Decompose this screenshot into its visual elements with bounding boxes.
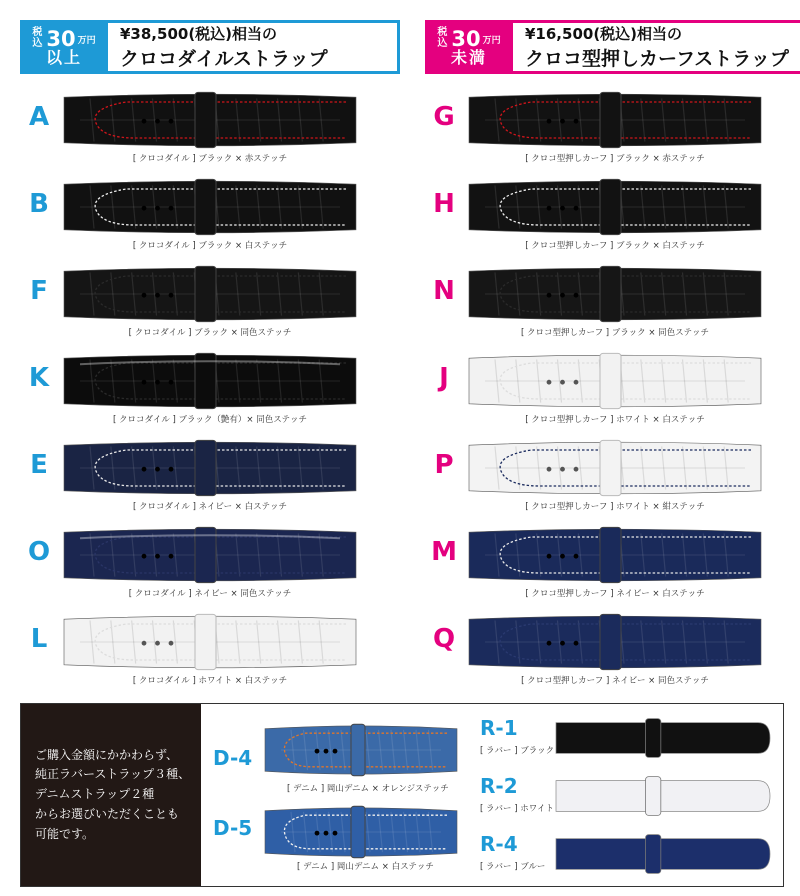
buckle-hole [333, 749, 338, 754]
buckle-hole [560, 380, 565, 385]
badge-number: 30 [451, 26, 481, 51]
buckle-hole [155, 206, 160, 211]
strap-caption: [ クロコダイル ] ブラック × 同色ステッチ [128, 328, 292, 338]
rubber-body [556, 839, 770, 870]
strap-caption: [ クロコ型押しカーフ ] ネイビー × 同色ステッチ [521, 676, 709, 686]
keeper-loop [600, 266, 621, 321]
strap-code: R-1 [480, 716, 518, 740]
strap-image [465, 612, 765, 672]
strap-image [261, 722, 461, 778]
strap-item-e [20, 432, 400, 519]
price-badge-under [425, 20, 513, 74]
info-message-panel [21, 704, 201, 886]
message-line: 純正ラバーストラップ３種、 [35, 767, 191, 782]
strap-image [465, 525, 765, 585]
strap-code: M [431, 537, 457, 567]
keeper-loop [646, 777, 661, 816]
keeper-loop [600, 92, 621, 147]
badge-condition: 未満 [450, 47, 487, 67]
left-strap-list [20, 84, 400, 693]
strap-caption: [ クロコダイル ] ホワイト × 白ステッチ [132, 676, 288, 686]
keeper-loop [600, 179, 621, 234]
strap-item-b [20, 171, 400, 258]
buckle-hole [315, 749, 320, 754]
buckle-hole [142, 206, 147, 211]
strap-code: O [27, 537, 51, 567]
buckle-hole [574, 206, 579, 211]
strap-code: L [30, 624, 48, 654]
strap-image [60, 525, 360, 585]
tax-label: 税込 [437, 27, 448, 49]
denim-strap-d4 [213, 718, 473, 798]
strap-image [465, 90, 765, 150]
buckle-hole [155, 293, 160, 298]
strap-image [60, 438, 360, 498]
strap-item-p [425, 432, 800, 519]
buckle-hole [547, 641, 552, 646]
price-line: ¥16,500(税込)相当の [525, 25, 683, 43]
strap-caption: [ クロコ型押しカーフ ] ホワイト × 白ステッチ [525, 415, 705, 425]
right-strap-list [425, 84, 800, 693]
strap-code: F [30, 276, 48, 306]
badge-unit: 万円 [77, 36, 96, 47]
badge-unit: 万円 [482, 36, 501, 47]
buckle-hole [547, 380, 552, 385]
strap-code: R-4 [480, 832, 518, 856]
strap-caption: [ ラバー ] ブラック [480, 746, 555, 756]
strap-caption: [ クロコ型押しカーフ ] ブラック × 赤ステッチ [525, 154, 705, 164]
strap-code: P [434, 450, 454, 480]
strap-item-a [20, 84, 400, 171]
strap-code: A [28, 102, 50, 132]
strap-code: D-4 [213, 746, 253, 770]
product-line: クロコダイルストラップ [120, 48, 328, 70]
buckle-hole [333, 831, 338, 836]
strap-caption: [ ラバー ] ホワイト [480, 804, 554, 814]
buckle-hole [574, 293, 579, 298]
buckle-hole [560, 554, 565, 559]
left-header-title [108, 20, 400, 74]
buckle-hole [574, 641, 579, 646]
buckle-hole [574, 467, 579, 472]
price-badge-over [20, 20, 108, 74]
strap-caption: [ クロコ型押しカーフ ] ブラック × 白ステッチ [525, 241, 705, 251]
strap-code: E [30, 450, 48, 480]
right-header [425, 20, 800, 74]
right-column [425, 0, 800, 693]
product-line: クロコ型押しカーフストラップ [525, 48, 789, 70]
buckle-hole [560, 206, 565, 211]
buckle-hole [169, 554, 174, 559]
strap-caption: [ クロコ型押しカーフ ] ブラック × 同色ステッチ [520, 328, 709, 338]
rubber-body [556, 781, 770, 812]
buckle-hole [142, 467, 147, 472]
buckle-hole [155, 641, 160, 646]
buckle-hole [155, 467, 160, 472]
strap-item-f [20, 258, 400, 345]
buckle-hole [324, 749, 329, 754]
buckle-hole [142, 641, 147, 646]
keeper-loop [351, 724, 365, 776]
buckle-hole [574, 380, 579, 385]
buckle-hole [324, 831, 329, 836]
keeper-loop [195, 92, 216, 147]
keeper-loop [600, 527, 621, 582]
strap-code: D-5 [213, 816, 253, 840]
buckle-hole [574, 554, 579, 559]
buckle-hole [142, 380, 147, 385]
buckle-hole [142, 293, 147, 298]
strap-item-n [425, 258, 800, 345]
strap-image [554, 716, 772, 760]
strap-caption: [ デニム ] 岡山デニム × 白ステッチ [297, 862, 434, 872]
buckle-hole [560, 467, 565, 472]
strap-image [465, 264, 765, 324]
rubber-strap-r4 [476, 828, 776, 886]
keeper-loop [600, 440, 621, 495]
buckle-hole [547, 206, 552, 211]
buckle-hole [547, 293, 552, 298]
keeper-loop [646, 719, 661, 758]
strap-image [465, 177, 765, 237]
strap-image [60, 351, 360, 411]
denim-strap-d5 [213, 804, 473, 884]
strap-image [465, 351, 765, 411]
strap-code: Q [432, 624, 456, 654]
buckle-hole [315, 831, 320, 836]
strap-caption: [ クロコダイル ] ブラック × 赤ステッチ [132, 154, 288, 164]
strap-caption: [ クロコダイル ] ブラック（艶有）× 同色ステッチ [112, 415, 308, 425]
tax-label: 税込 [32, 27, 43, 49]
strap-image [554, 832, 772, 876]
rubber-body [556, 723, 770, 754]
message-line: デニムストラップ２種 [35, 787, 155, 802]
strap-item-j [425, 345, 800, 432]
keeper-loop [351, 806, 365, 858]
message-line: 可能です。 [35, 826, 95, 841]
buckle-hole [560, 641, 565, 646]
strap-item-h [425, 171, 800, 258]
keeper-loop [600, 614, 621, 669]
strap-code: J [439, 363, 449, 393]
buckle-hole [547, 554, 552, 559]
right-header-title [513, 20, 800, 74]
strap-item-m [425, 519, 800, 606]
buckle-hole [169, 641, 174, 646]
buckle-hole [155, 119, 160, 124]
strap-caption: [ クロコ型押しカーフ ] ホワイト × 紺ステッチ [525, 502, 705, 512]
keeper-loop [646, 835, 661, 874]
rubber-strap-r1 [476, 712, 776, 770]
strap-image [261, 804, 461, 860]
strap-caption: [ クロコダイル ] ネイビー × 同色ステッチ [128, 589, 292, 599]
strap-item-o [20, 519, 400, 606]
strap-item-q [425, 606, 800, 693]
rubber-strap-r2 [476, 770, 776, 828]
strap-code: N [433, 276, 455, 306]
strap-code: G [433, 102, 455, 132]
strap-item-g [425, 84, 800, 171]
strap-item-l [20, 606, 400, 693]
strap-image [60, 612, 360, 672]
keeper-loop [195, 179, 216, 234]
keeper-loop [195, 440, 216, 495]
buckle-hole [169, 467, 174, 472]
price-line: ¥38,500(税込)相当の [120, 25, 278, 43]
keeper-loop [195, 266, 216, 321]
strap-code: B [29, 189, 49, 219]
buckle-hole [560, 119, 565, 124]
buckle-hole [155, 554, 160, 559]
strap-item-k [20, 345, 400, 432]
strap-image [554, 774, 772, 818]
badge-condition: 以上 [45, 47, 82, 67]
strap-image [60, 90, 360, 150]
message-line: からお選びいただくことも [35, 806, 180, 821]
strap-image [60, 264, 360, 324]
message-line: ご購入金額にかかわらず、 [35, 747, 179, 762]
buckle-hole [169, 119, 174, 124]
strap-image [465, 438, 765, 498]
buckle-hole [574, 119, 579, 124]
strap-code: R-2 [480, 774, 518, 798]
strap-image [60, 177, 360, 237]
buckle-hole [560, 293, 565, 298]
buckle-hole [142, 119, 147, 124]
strap-caption: [ デニム ] 岡山デニム × オレンジステッチ [287, 784, 449, 794]
left-column [20, 0, 400, 693]
strap-caption: [ クロコ型押しカーフ ] ネイビー × 白ステッチ [525, 589, 705, 599]
keeper-loop [195, 614, 216, 669]
strap-caption: [ ラバー ] ブルー [480, 862, 546, 872]
buckle-hole [155, 380, 160, 385]
buckle-hole [169, 206, 174, 211]
strap-code: K [28, 363, 50, 393]
badge-number: 30 [46, 26, 76, 51]
buckle-hole [169, 380, 174, 385]
buckle-hole [547, 467, 552, 472]
strap-caption: [ クロコダイル ] ネイビー × 白ステッチ [133, 502, 287, 512]
optional-straps-box [20, 703, 784, 887]
strap-code: H [433, 189, 455, 219]
strap-caption: [ クロコダイル ] ブラック × 白ステッチ [132, 241, 288, 251]
left-header [20, 20, 400, 74]
buckle-hole [169, 293, 174, 298]
buckle-hole [547, 119, 552, 124]
buckle-hole [142, 554, 147, 559]
keeper-loop [600, 353, 621, 408]
